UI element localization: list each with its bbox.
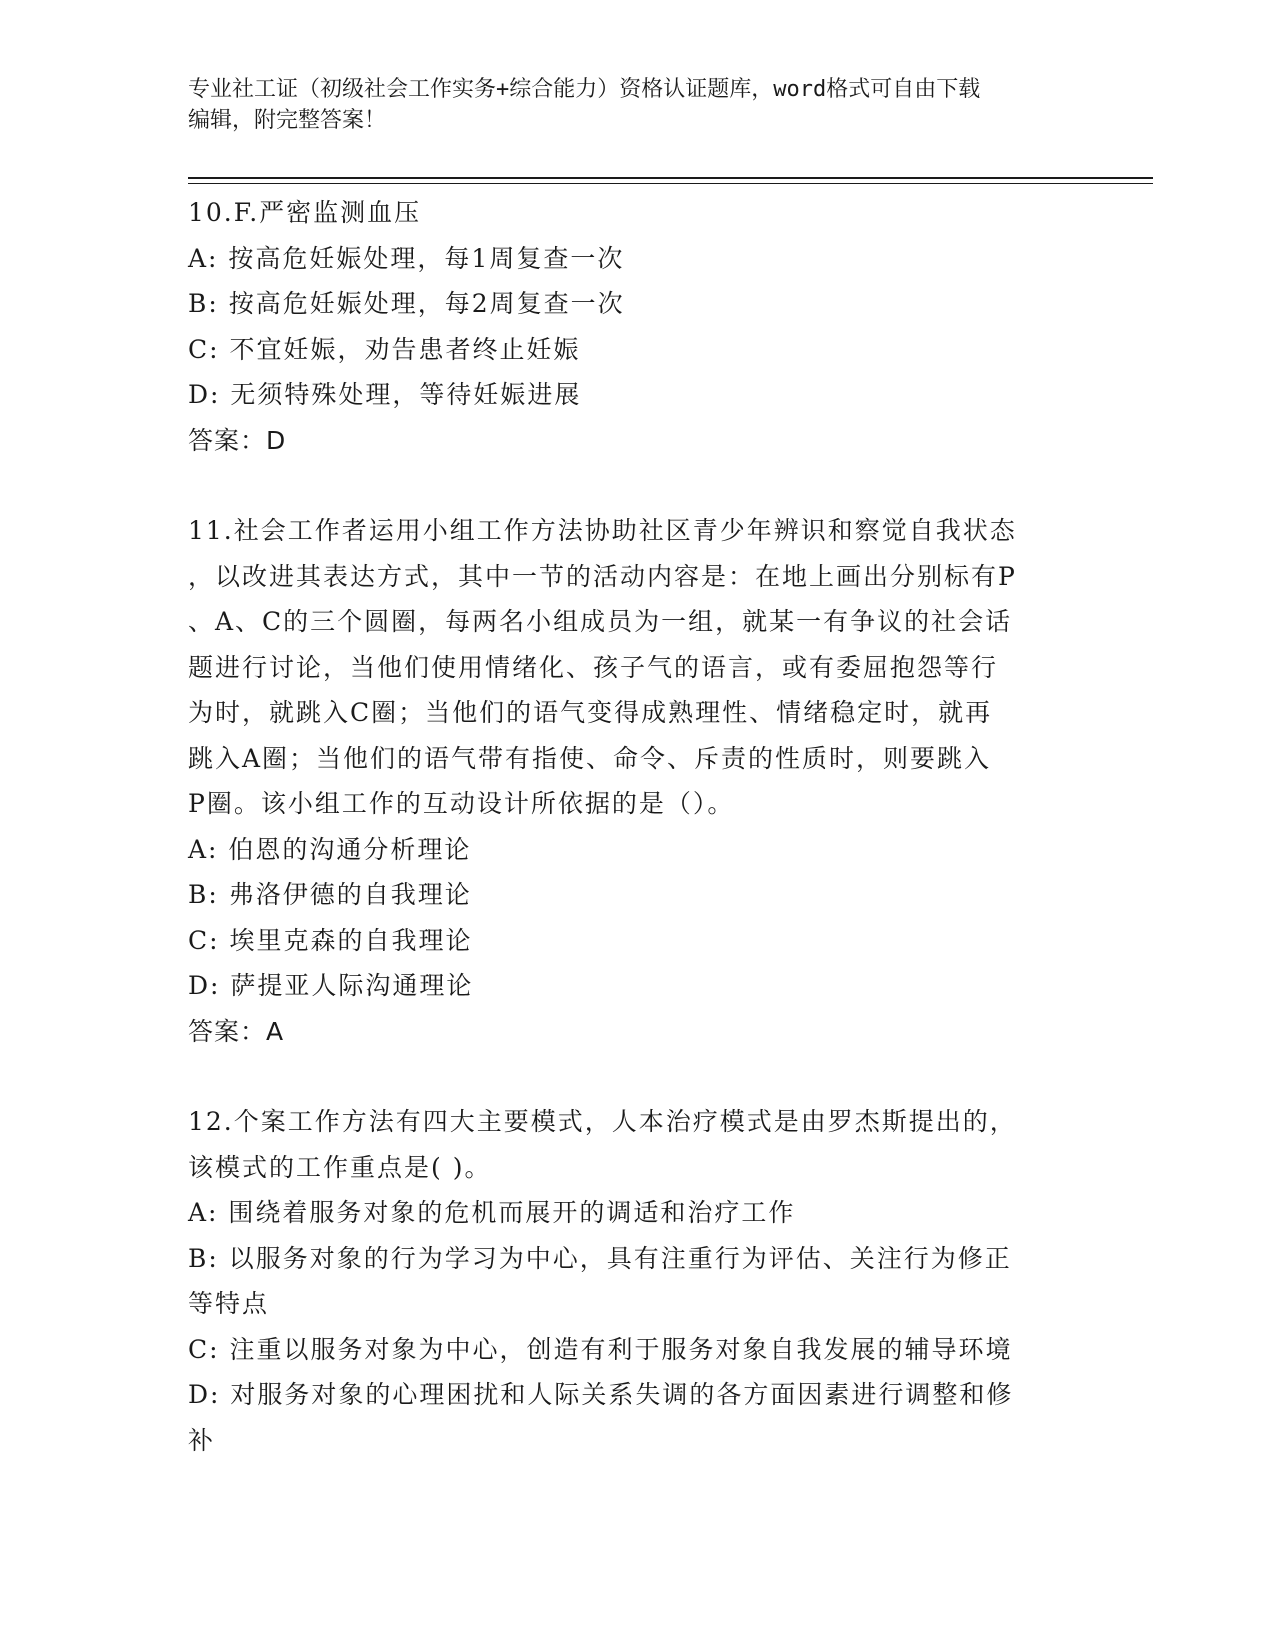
option-c: C: 埃里克森的自我理论: [188, 925, 473, 955]
header-line-2: 编辑，附完整答案！: [188, 108, 387, 133]
option-d: D: 无须特殊处理，等待妊娠进展: [188, 380, 582, 409]
option-c: C: 注重以服务对象为中心，创造有利于服务对象自我发展的辅导环境: [188, 1334, 1013, 1364]
header-rule-thick: [188, 177, 1153, 179]
question-11: [188, 508, 1088, 1054]
option-d-line: D: 对服务对象的心理困扰和人际关系失调的各方面因素进行调整和修: [188, 1380, 1014, 1409]
option-d-line: 补: [188, 1425, 216, 1455]
option-a: A: 伯恩的沟通分析理论: [188, 834, 472, 864]
question-stem-line: 为时，就跳入C圈；当他们的语气变得成熟理性、情绪稳定时，就再: [188, 698, 993, 727]
option-d: D: 萨提亚人际沟通理论: [188, 971, 474, 1000]
question-10: [188, 190, 1088, 463]
question-stem-line: P圈。该小组工作的互动设计所依据的是（）。: [188, 789, 735, 818]
answer-line: 答案：D: [188, 425, 287, 455]
question-gap: [188, 463, 1088, 508]
question-12: [188, 1099, 1088, 1463]
option-b-line: 等特点: [188, 1289, 270, 1318]
option-a: A: 围绕着服务对象的危机而展开的调适和治疗工作: [188, 1198, 796, 1227]
question-list: [188, 190, 1088, 1463]
question-stem-line: 11.社会工作者运用小组工作方法协助社区青少年辨识和察觉自我状态: [188, 516, 1017, 545]
header-line-1: 专业社工证（初级社会工作实务+综合能力）资格认证题库，word格式可自由下载: [188, 77, 981, 102]
header-rule-thin: [188, 183, 1153, 184]
question-stem-line: 、A、C的三个圆圈，每两名小组成员为一组，就某一有争议的社会话: [188, 607, 1013, 636]
page-header: [188, 74, 1088, 136]
option-b: B: 按高危妊娠处理，每2周复查一次: [188, 289, 625, 318]
question-stem-line: 跳入A圈；当他们的语气带有指使、命令、斥责的性质时，则要跳入: [188, 743, 992, 773]
question-stem-line: 该模式的工作重点是( )。: [188, 1152, 492, 1182]
option-b: B: 弗洛伊德的自我理论: [188, 880, 472, 909]
answer-line: 答案：A: [188, 1016, 285, 1046]
question-stem-line: 题进行讨论，当他们使用情绪化、孩子气的语言，或有委屈抱怨等行: [188, 652, 999, 682]
option-a: A: 按高危妊娠处理，每1周复查一次: [188, 243, 625, 273]
option-b-line: B: 以服务对象的行为学习为中心，具有注重行为评估、关注行为修正: [188, 1243, 1012, 1273]
question-gap: [188, 1054, 1088, 1099]
question-stem: 10.F.严密监测血压: [188, 198, 422, 227]
question-stem-line: ，以改进其表达方式，其中一节的活动内容是：在地上画出分别标有P: [188, 561, 1017, 591]
question-stem-line: 12.个案工作方法有四大主要模式，人本治疗模式是由罗杰斯提出的，: [188, 1107, 1017, 1136]
option-c: C: 不宜妊娠，劝告患者终止妊娠: [188, 334, 581, 364]
